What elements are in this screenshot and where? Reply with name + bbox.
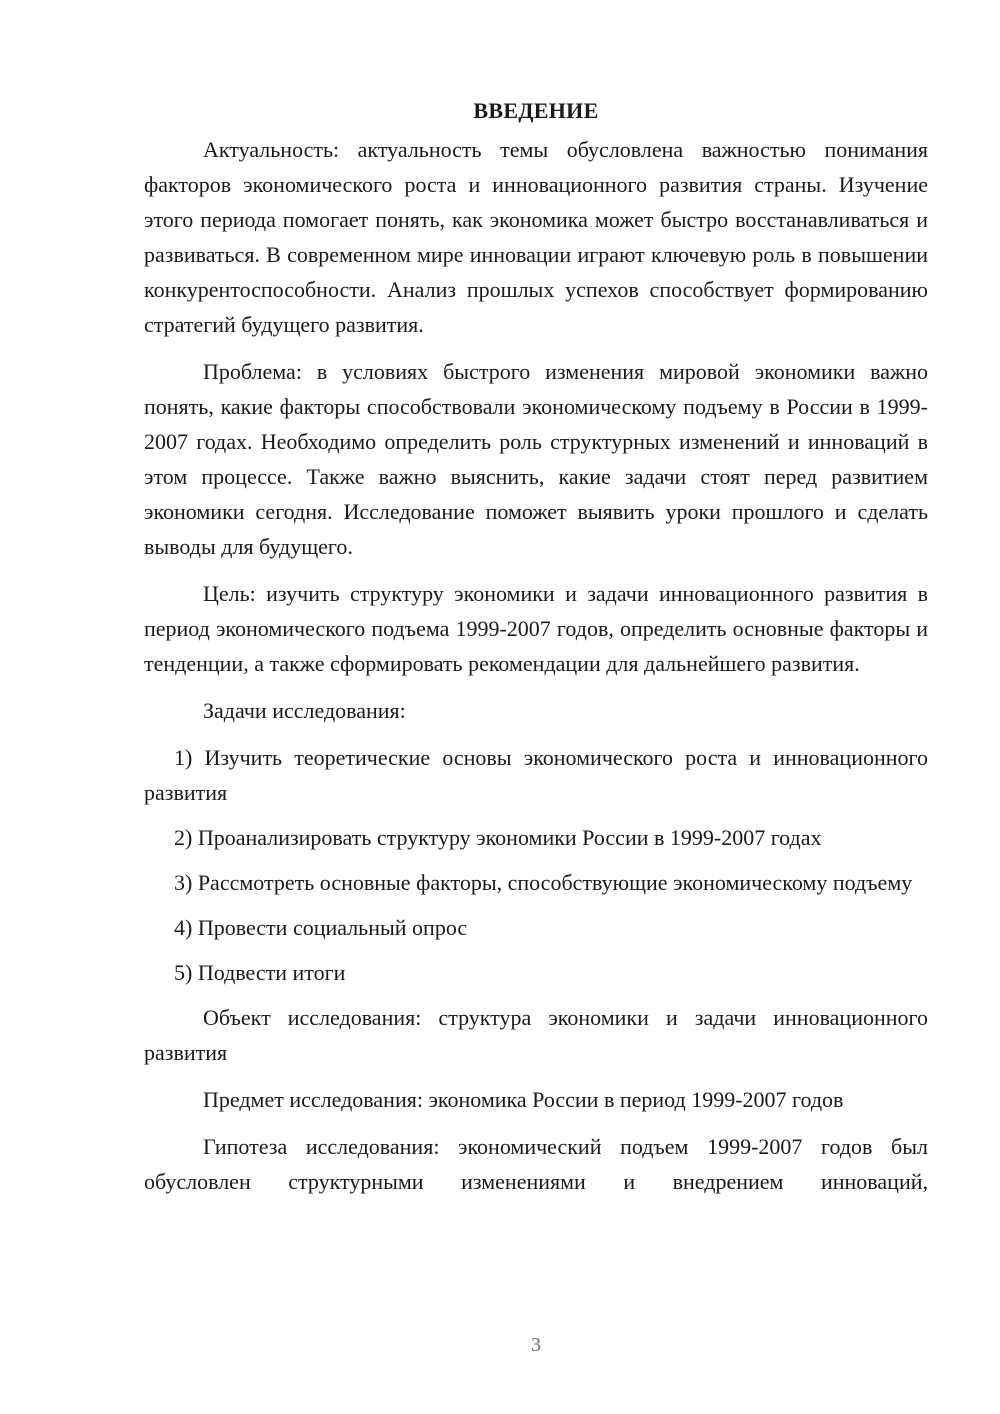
paragraph-object: Объект исследования: структура экономики и задачи инновационного развития bbox=[144, 1005, 928, 1065]
paragraph-problem: Проблема: в условиях быстрого изменения мировой экономики важно понять, какие факторы способствовали экономическому подъему в России в 1999-2007 годах. Необходимо определить роль структурных изменений и инноваций в этом процессе. Также важно выяснить, какие задачи стоят перед развитием экономики сегодня. Исследование поможет выявить уроки прошлого и сделать выводы для будущего. bbox=[144, 359, 928, 559]
task-list-item: 2) Проанализировать структуру экономики России в 1999-2007 годах bbox=[174, 825, 822, 850]
paragraph-subject: Предмет исследования: экономика России в период 1999-2007 годов bbox=[203, 1087, 844, 1112]
task-list-item: 3) Рассмотреть основные факторы, способствующие экономическому подъему bbox=[174, 870, 913, 895]
page-title: ВВЕДЕНИЕ bbox=[473, 98, 599, 123]
paragraph-hypothesis: Гипотеза исследования: экономический подъем 1999-2007 годов был обусловлен структурными изменениями и внедрением инноваций, bbox=[144, 1134, 928, 1194]
paragraph-relevance: Актуальность: актуальность темы обусловлена важностью понимания факторов экономического роста и инновационного развития страны. Изучение этого периода помогает понять, как экономика может быстро восстанавливаться и развиваться. В современном мире инновации играют ключевую роль в повышении конкурентоспособности. Анализ прошлых успехов способствует формированию стратегий будущего развития. bbox=[144, 137, 928, 337]
task-list-item: 5) Подвести итоги bbox=[174, 960, 346, 985]
task-list-item: 1) Изучить теоретические основы экономического роста и инновационного развития bbox=[144, 745, 928, 805]
paragraph-tasks-heading: Задачи исследования: bbox=[203, 698, 406, 723]
page-number: 3 bbox=[531, 1334, 541, 1356]
task-list-item: 4) Провести социальный опрос bbox=[174, 915, 468, 940]
paragraph-goal: Цель: изучить структуру экономики и задачи инновационного развития в период экономического подъема 1999-2007 годов, определить основные факторы и тенденции, а также сформировать рекомендации для дальнейшего развития. bbox=[144, 581, 928, 676]
page-content bbox=[144, 96, 928, 1211]
